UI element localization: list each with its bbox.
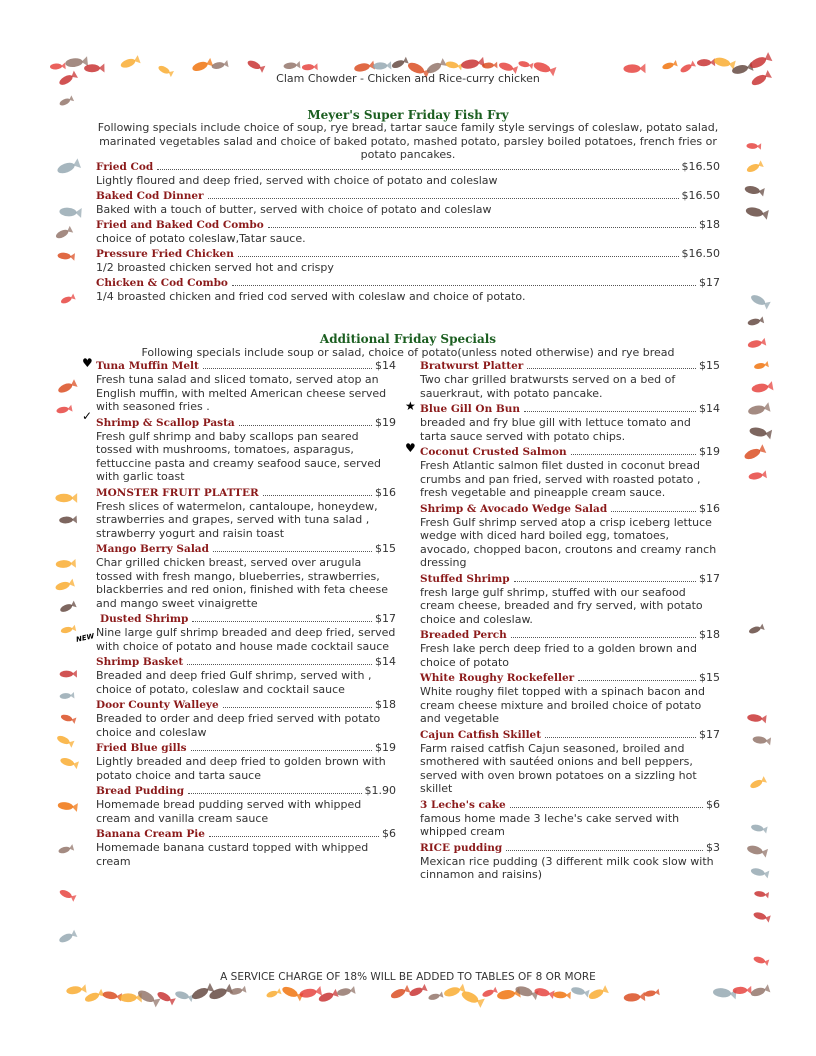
fish-icon [623,992,645,1003]
item-name: White Roughy Rockefeller [420,672,575,684]
heart-icon: ♥ [405,441,416,455]
fish-icon [750,867,769,879]
fish-icon [373,61,392,70]
dot-leader [203,367,372,369]
item-name: RICE pudding [420,841,503,854]
item-description: Mexican rice pudding (3 different milk cook slow with cinnamon and raisins) [420,854,714,881]
fish-icon [60,713,76,724]
left-column [96,359,396,870]
fish-icon [749,776,767,790]
item-description: choice of potato coleslaw,Tatar sauce. [96,232,306,245]
fish-icon [58,930,78,945]
item-name: Stuffed Shrimp [420,572,510,585]
item-name: Pressure Fried Chicken [96,248,234,260]
fish-icon [587,985,609,1001]
item-price: $18 [375,698,396,711]
menu-item [420,445,720,500]
fish-icon [482,62,498,70]
fish-icon [750,823,767,833]
menu-item [96,655,396,696]
fish-icon [518,60,534,69]
check-icon: ✓ [82,409,93,423]
fish-icon [66,984,87,995]
item-name: Shrimp Basket [96,656,184,668]
item-description: Fresh gulf shrimp and baby scallops pan seared tossed with mushrooms, tomatoes, asparagus, fettuccine pasta and creamy seafood sauce, served with garlic toast [96,429,381,483]
fish-icon [59,601,77,614]
menu-item [96,542,396,610]
fish-icon [747,713,767,723]
item-price: $14 [375,655,396,668]
item-price: $16.50 [681,247,720,260]
fish-icon [56,734,75,748]
item-name: Shrimp & Scallop Pasta [96,416,235,429]
menu-item [96,359,396,414]
menu-item [96,741,396,782]
item-price: $1.90 [364,784,396,797]
dot-leader [506,849,703,851]
item-name: Coconut Crusted Salmon [420,446,567,458]
menu-item [96,486,396,541]
item-name: Chicken & Cod Combo [96,277,228,289]
fish-icon [58,95,74,107]
item-price: $18 [699,218,720,231]
item-description: Homemade banana custard topped with whipped cream [96,841,369,868]
fish-icon [408,984,428,998]
item-description: Breaded to order and deep fried served with potato choice and coleslaw [96,712,381,739]
dot-leader [578,679,696,681]
item-description: Fresh Gulf shrimp served atop a crisp iceberg lettuce wedge with diced hard boiled egg, tomatoes, avocado, chopped bacon, croutons and creamy ranch dressing [420,515,717,569]
menu-item [96,276,720,304]
soups-line: Clam Chowder - Chicken and Rice-curry chicken [276,72,540,85]
fish-fry-intro: Following specials include choice of soup, rye bread, tartar sauce family style servings of coleslaw, potato salad, marinated vegetables salad and choice of baked potato, mashed potato, parsley boiled potatoes, french fries or potato pancakes. [97,121,719,161]
item-price: $16 [375,485,396,499]
dot-leader [527,367,696,369]
fish-icon [697,58,715,67]
item-name: Banana Cream Pie [96,828,205,840]
item-price: $18 [699,628,720,641]
item-description: Lightly floured and deep fried, served with choice of potato and coleslaw [96,174,498,187]
fish-icon [56,405,73,415]
item-name: Shrimp & Avocado Wedge Salad [420,502,608,515]
menu-item [96,247,720,275]
dot-leader [524,410,696,412]
item-name: Baked Cod Dinner [96,190,204,202]
fish-icon [102,990,122,1002]
fish-icon [246,58,265,72]
item-price: $15 [699,671,720,684]
dot-leader [268,226,696,228]
fish-icon [59,692,74,700]
item-price: $19 [375,741,396,754]
menu-item [420,359,720,400]
fish-icon [747,402,770,416]
fish-icon [744,184,765,196]
item-name: Fried and Baked Cod Combo [96,219,264,231]
item-price: $17 [375,612,396,625]
item-description: Nine large gulf shrimp breaded and deep fried, served with choice of potato and house made cocktail sauce [96,626,396,653]
dot-leader [239,424,372,426]
dot-leader [510,806,703,808]
dot-leader [208,197,679,199]
item-description: Char grilled chicken breast, served over arugula tossed with fresh mango, blueberries, strawberries, blackberries and red onion, finished with feta cheese and mango sweet vinaigrette [96,556,389,610]
fish-icon [754,890,769,898]
fish-icon [283,61,300,70]
fish-icon [229,986,246,996]
dot-leader [187,663,372,665]
menu-item [420,628,720,669]
item-price: $17 [699,727,720,741]
fish-icon [119,55,140,70]
menu-item [420,728,720,796]
item-price: $6 [382,827,396,840]
additional-specials-intro: Following specials include soup or salad, choice of potato(unless noted otherwise) and rye bread [141,346,675,359]
item-description: Baked with a touch of butter, served with choice of potato and coleslaw [96,203,492,216]
item-price: $19 [699,445,720,458]
fish-icon [174,989,193,1002]
fish-icon [644,989,660,998]
item-description: 1/2 broasted chicken served hot and crispy [96,261,334,274]
fish-icon [752,735,771,745]
item-name: MONSTER FRUIT PLATTER [96,486,259,499]
fish-icon [749,293,770,310]
fish-icon [302,63,318,71]
menu-item [96,784,396,825]
fish-icon [59,516,77,525]
fish-icon [58,888,76,902]
item-description: Lightly breaded and deep fried to golden brown with potato choice and tarta sauce [96,755,386,782]
item-price: $17 [699,571,720,585]
item-name: 3 Leche's cake [420,798,506,811]
item-price: $15 [375,542,396,555]
fish-icon [54,579,74,593]
dot-leader [191,749,372,751]
fish-icon [747,316,764,327]
dot-leader [157,168,678,170]
dot-leader [238,255,679,257]
menu-item [420,402,720,443]
fish-icon [570,985,589,997]
fish-icon [748,624,765,636]
fish-fry-title: Meyer's Super Friday Fish Fry [307,108,509,122]
menu-item [420,798,720,839]
dot-leader [263,494,372,496]
item-description: Breaded and deep fried Gulf shrimp, served with , choice of potato, coleslaw and cocktail sauce [96,669,372,696]
fish-icon [57,801,78,812]
service-charge-note: A SERVICE CHARGE OF 18% WILL BE ADDED TO TABLES OF 8 OR MORE [220,971,596,983]
fish-icon [55,493,77,503]
item-description: breaded and fry blue gill with lettuce tomato and tarta sauce served with potato chips. [420,416,691,443]
fish-icon [60,294,76,306]
fish-icon [743,444,767,461]
dot-leader [511,636,696,638]
fish-icon [50,62,66,70]
item-name: Mango Berry Salad [96,543,209,555]
item-description: Farm raised catfish Cajun seasoned, broiled and smothered with sautéed onions and bell peppers, served with oven brown potatoes on a sizzling hot skillet [420,741,697,795]
fish-icon [59,207,82,218]
fish-icon [443,984,466,999]
fish-icon [190,983,214,1002]
menu-item [96,612,396,653]
item-description: White roughy filet topped with a spinach bacon and cream cheese mixture and broiled choice of potato and vegetable [420,685,705,725]
heart-icon: ♥ [82,356,93,370]
item-description: fresh large gulf shrimp, stuffed with our seafood cream cheese, breaded and fry served, with potato choice and coleslaw. [420,585,703,626]
item-description: Fresh lake perch deep fried to a golden brown and choice of potato [420,642,697,669]
item-price: $15 [699,359,720,372]
fish-icon [56,559,76,569]
item-price: $19 [375,415,396,429]
fish-icon [156,990,176,1006]
dot-leader [571,453,696,455]
fish-icon [746,142,761,149]
fish-icon [753,911,771,923]
fish-icon [661,60,677,71]
dot-leader [514,580,696,582]
item-description: Two char grilled bratwursts served on a bed of sauerkraut, with potato pancake. [420,373,676,400]
dot-leader [188,792,361,794]
fish-icon [211,60,229,70]
fish-icon [83,989,104,1004]
dot-leader [209,835,379,837]
item-price: $14 [375,359,396,372]
fish-icon [746,160,764,174]
item-name: Door County Walleye [96,699,219,711]
item-name: Dusted Shrimp [100,613,189,625]
item-price: $14 [699,402,720,415]
menu-item [96,160,720,188]
dot-leader [192,620,372,622]
right-column [420,359,720,884]
item-name: Breaded Perch [420,629,507,641]
fish-icon [749,426,772,440]
fish-icon [460,57,484,71]
fish-icon [336,986,355,997]
fish-icon [389,985,410,1001]
star-icon: ★ [405,399,416,413]
additional-specials-title: Additional Friday Specials [319,332,497,346]
item-name: Fried Blue gills [96,742,187,754]
fish-icon [56,158,81,176]
item-name: Cajun Catfish Skillet [420,728,542,741]
menu-item [96,827,396,868]
menu-item [420,502,720,570]
item-price: $16 [699,501,720,515]
fish-icon [753,955,770,966]
fish-icon [481,987,498,999]
fish-icon [445,60,462,70]
item-description: 1/4 broasted chicken and fried cod served with coleslaw and choice of potato. [96,290,526,303]
fish-icon [553,991,571,1000]
item-description: Homemade bread pudding served with whipped cream and vanilla cream sauce [96,798,362,825]
item-name: Tuna Muffin Melt [96,360,199,372]
menu-item [420,572,720,627]
fish-icon [745,205,769,219]
dot-leader [611,510,696,512]
fish-icon [59,756,79,769]
item-description: Fresh tuna salad and sliced tomato, served atop an English muffin, with melted American cheese served with seasoned fries . [96,373,387,413]
fish-icon [299,986,322,999]
fish-icon [534,986,555,999]
menu-item [96,416,396,484]
fish-icon [266,988,282,999]
item-description: Fresh slices of watermelon, cantaloupe, honeydew, strawberries and grapes, served with tuna salad , strawberry yogurt and raisin toast [96,499,378,540]
item-description: Fresh Atlantic salmon filet dusted in coconut bread crumbs and pan fried, served with roasted potato , fresh vegetable and pineapple cream sauce. [420,459,701,499]
fish-icon [391,57,409,70]
fish-icon [65,56,88,68]
dot-leader [232,284,696,286]
fish-fry-list [96,160,720,305]
dot-leader [223,706,372,708]
new-badge-icon: NEW [75,632,96,644]
menu-item [420,841,720,882]
fish-icon [751,381,774,394]
item-name: Blue Gill On Bun [420,403,521,415]
fish-icon [60,670,77,678]
dot-leader [545,736,696,738]
menu-item [420,671,720,726]
fish-icon [713,55,736,69]
fish-icon [54,226,73,241]
item-price: $17 [699,276,720,289]
item-price: $3 [706,840,720,854]
menu-item [96,218,720,246]
fish-icon [57,252,75,261]
item-name: Bratwurst Platter [420,360,524,372]
fish-icon [60,625,76,635]
fish-icon [428,991,444,1001]
item-price: $16.50 [681,160,720,173]
fish-icon [712,987,736,1000]
item-description: famous home made 3 leche's cake served with whipped cream [420,811,680,838]
item-name: Fried Cod [96,161,154,173]
fish-icon [58,844,74,855]
item-price: $16.50 [681,189,720,202]
fish-icon [57,379,78,395]
fish-icon [753,361,768,370]
fish-icon [750,984,771,998]
fish-icon [746,844,768,858]
menu-item [96,189,720,217]
dot-leader [213,550,372,552]
item-name: Bread Pudding [96,785,185,797]
menu-item [96,698,396,739]
fish-icon [748,470,767,481]
item-price: $6 [706,797,720,811]
